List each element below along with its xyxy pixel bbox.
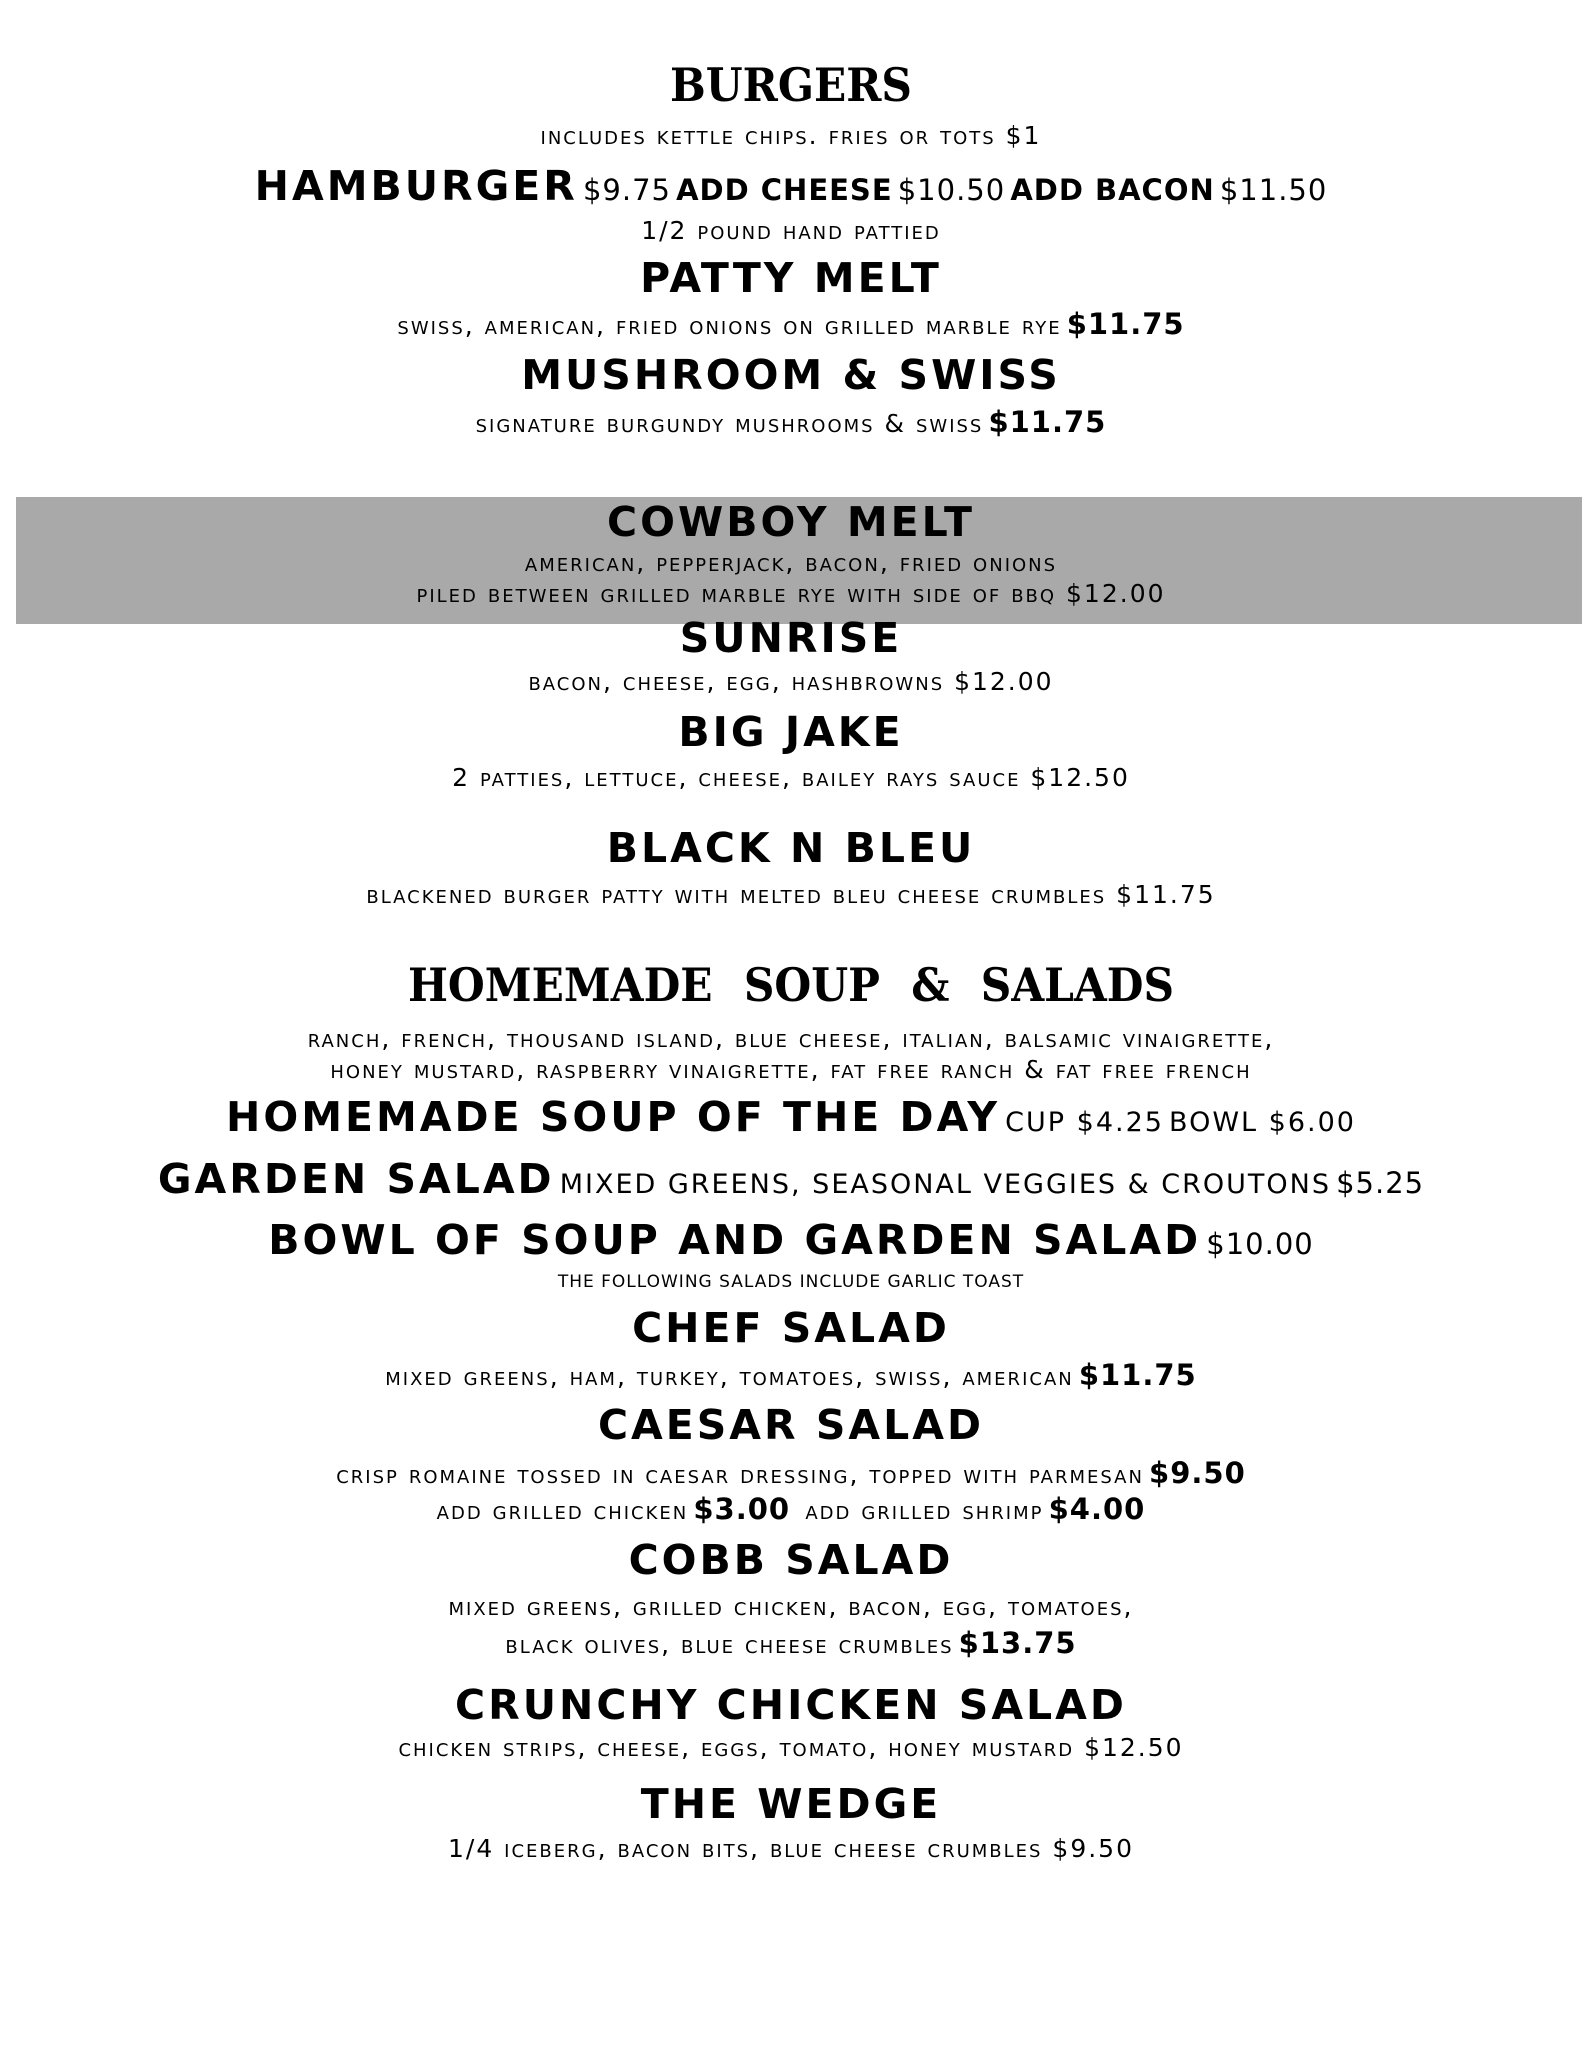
sunrise-desc: bacon, cheese, egg, hashbrowns $12.00 [528,667,1054,696]
patty-melt-desc: swiss, american, fried onions on grilled marble rye [397,311,1062,340]
cobb-salad-line-2 [0,1626,1582,1660]
mushroom-swiss-desc: signature burgundy mushrooms & swiss [475,409,984,438]
wedge-desc: 1/4 iceberg, bacon bits, blue cheese crumbles $9.50 [447,1834,1134,1863]
soup-bowl-price: BOWL $6.00 [1169,1107,1356,1138]
black-n-bleu-name: BLACK N BLEU [606,824,976,872]
add-shrimp-price: $4.00 [1048,1492,1146,1526]
patty-melt-line [0,307,1582,341]
hamburger-item [0,162,1582,210]
soup-of-day-name: HOMEMADE SOUP OF THE DAY [226,1093,1001,1141]
sunrise-name: SUNRISE [679,614,903,662]
chef-salad-price: $11.75 [1078,1358,1197,1392]
soup-cup-price: CUP $4.25 [1005,1107,1164,1138]
add-bacon-label: ADD BACON [1010,173,1215,207]
soup-and-salad-price: $10.00 [1206,1227,1314,1261]
mushroom-swiss-name: MUSHROOM & SWISS [521,351,1061,399]
cobb-salad-name: COBB SALAD [628,1536,954,1584]
garlic-toast-note: THE FOLLOWING SALADS INCLUDE GARLIC TOAST [557,1272,1025,1292]
mushroom-swiss-line [0,405,1582,439]
hamburger-price: $9.75 [582,173,671,207]
cobb-salad-desc2: black olives, blue cheese crumbles [505,1630,954,1659]
burgers-heading: BURGERS [670,58,912,112]
mushroom-swiss-price: $11.75 [988,405,1107,439]
chef-salad-desc: mixed greens, ham, turkey, tomatoes, swiss, american [385,1362,1074,1391]
chef-salad-line [0,1358,1582,1392]
hamburger-desc: 1/2 pound hand pattied [641,216,941,245]
cowboy-melt-name: COWBOY MELT [607,498,975,546]
hamburger-name: HAMBURGER [254,162,578,210]
caesar-salad-desc: crisp romaine tossed in caesar dressing, topped with parmesan [336,1460,1144,1489]
patty-melt-name: PATTY MELT [640,254,942,302]
crunchy-chicken-name: CRUNCHY CHICKEN SALAD [455,1681,1127,1729]
dressings-line-2: honey mustard, raspberry vinaigrette, fat free ranch & fat free french [330,1055,1252,1084]
dressings-line-1: ranch, french, thousand island, blue cheese, italian, balsamic vinaigrette, [307,1024,1275,1053]
burgers-subtitle: includes kettle chips. fries or tots $1 [540,121,1042,150]
big-jake-name: BIG JAKE [678,708,904,756]
add-chicken-label: add grilled chicken [436,1496,689,1525]
garden-salad-desc: MIXED GREENS, SEASONAL VEGGIES & CROUTONS [559,1169,1331,1200]
add-cheese-label: ADD CHEESE [676,173,893,207]
cowboy-melt-desc1: american, pepperjack, bacon, fried onions [524,548,1058,577]
crunchy-chicken-desc: chicken strips, cheese, eggs, tomato, honey mustard $12.50 [398,1733,1184,1762]
garden-salad-line [0,1155,1582,1203]
add-bacon-price: $11.50 [1219,173,1328,207]
cobb-salad-price: $13.75 [958,1626,1077,1660]
caesar-addons-line [0,1492,1582,1526]
patty-melt-price: $11.75 [1066,307,1185,341]
caesar-salad-line [0,1456,1582,1490]
soup-and-salad-name: BOWL OF SOUP AND GARDEN SALAD [268,1216,1202,1264]
black-n-bleu-desc: blackened burger patty with melted bleu cheese crumbles $11.75 [366,880,1216,909]
wedge-name: THE WEDGE [640,1780,942,1828]
chef-salad-name: CHEF SALAD [632,1304,950,1352]
caesar-salad-price: $9.50 [1149,1456,1246,1490]
soups-salads-heading: HOMEMADE SOUP & SALADS [407,958,1175,1012]
caesar-salad-name: CAESAR SALAD [597,1401,985,1449]
add-shrimp-label: add grilled shrimp [805,1496,1044,1525]
cobb-salad-desc1: mixed greens, grilled chicken, bacon, egg, tomatoes, [448,1592,1134,1621]
cowboy-melt-desc2: piled between grilled marble rye with side of bbq $12.00 [416,579,1166,608]
add-chicken-price: $3.00 [693,1492,791,1526]
garden-salad-name: GARDEN SALAD [157,1155,555,1203]
soup-and-salad-line [0,1216,1582,1264]
soup-of-day-line [0,1093,1582,1141]
add-cheese-price: $10.50 [897,173,1006,207]
garden-salad-price: $5.25 [1336,1166,1425,1200]
big-jake-desc: 2 patties, lettuce, cheese, bailey rays sauce $12.50 [452,763,1130,792]
